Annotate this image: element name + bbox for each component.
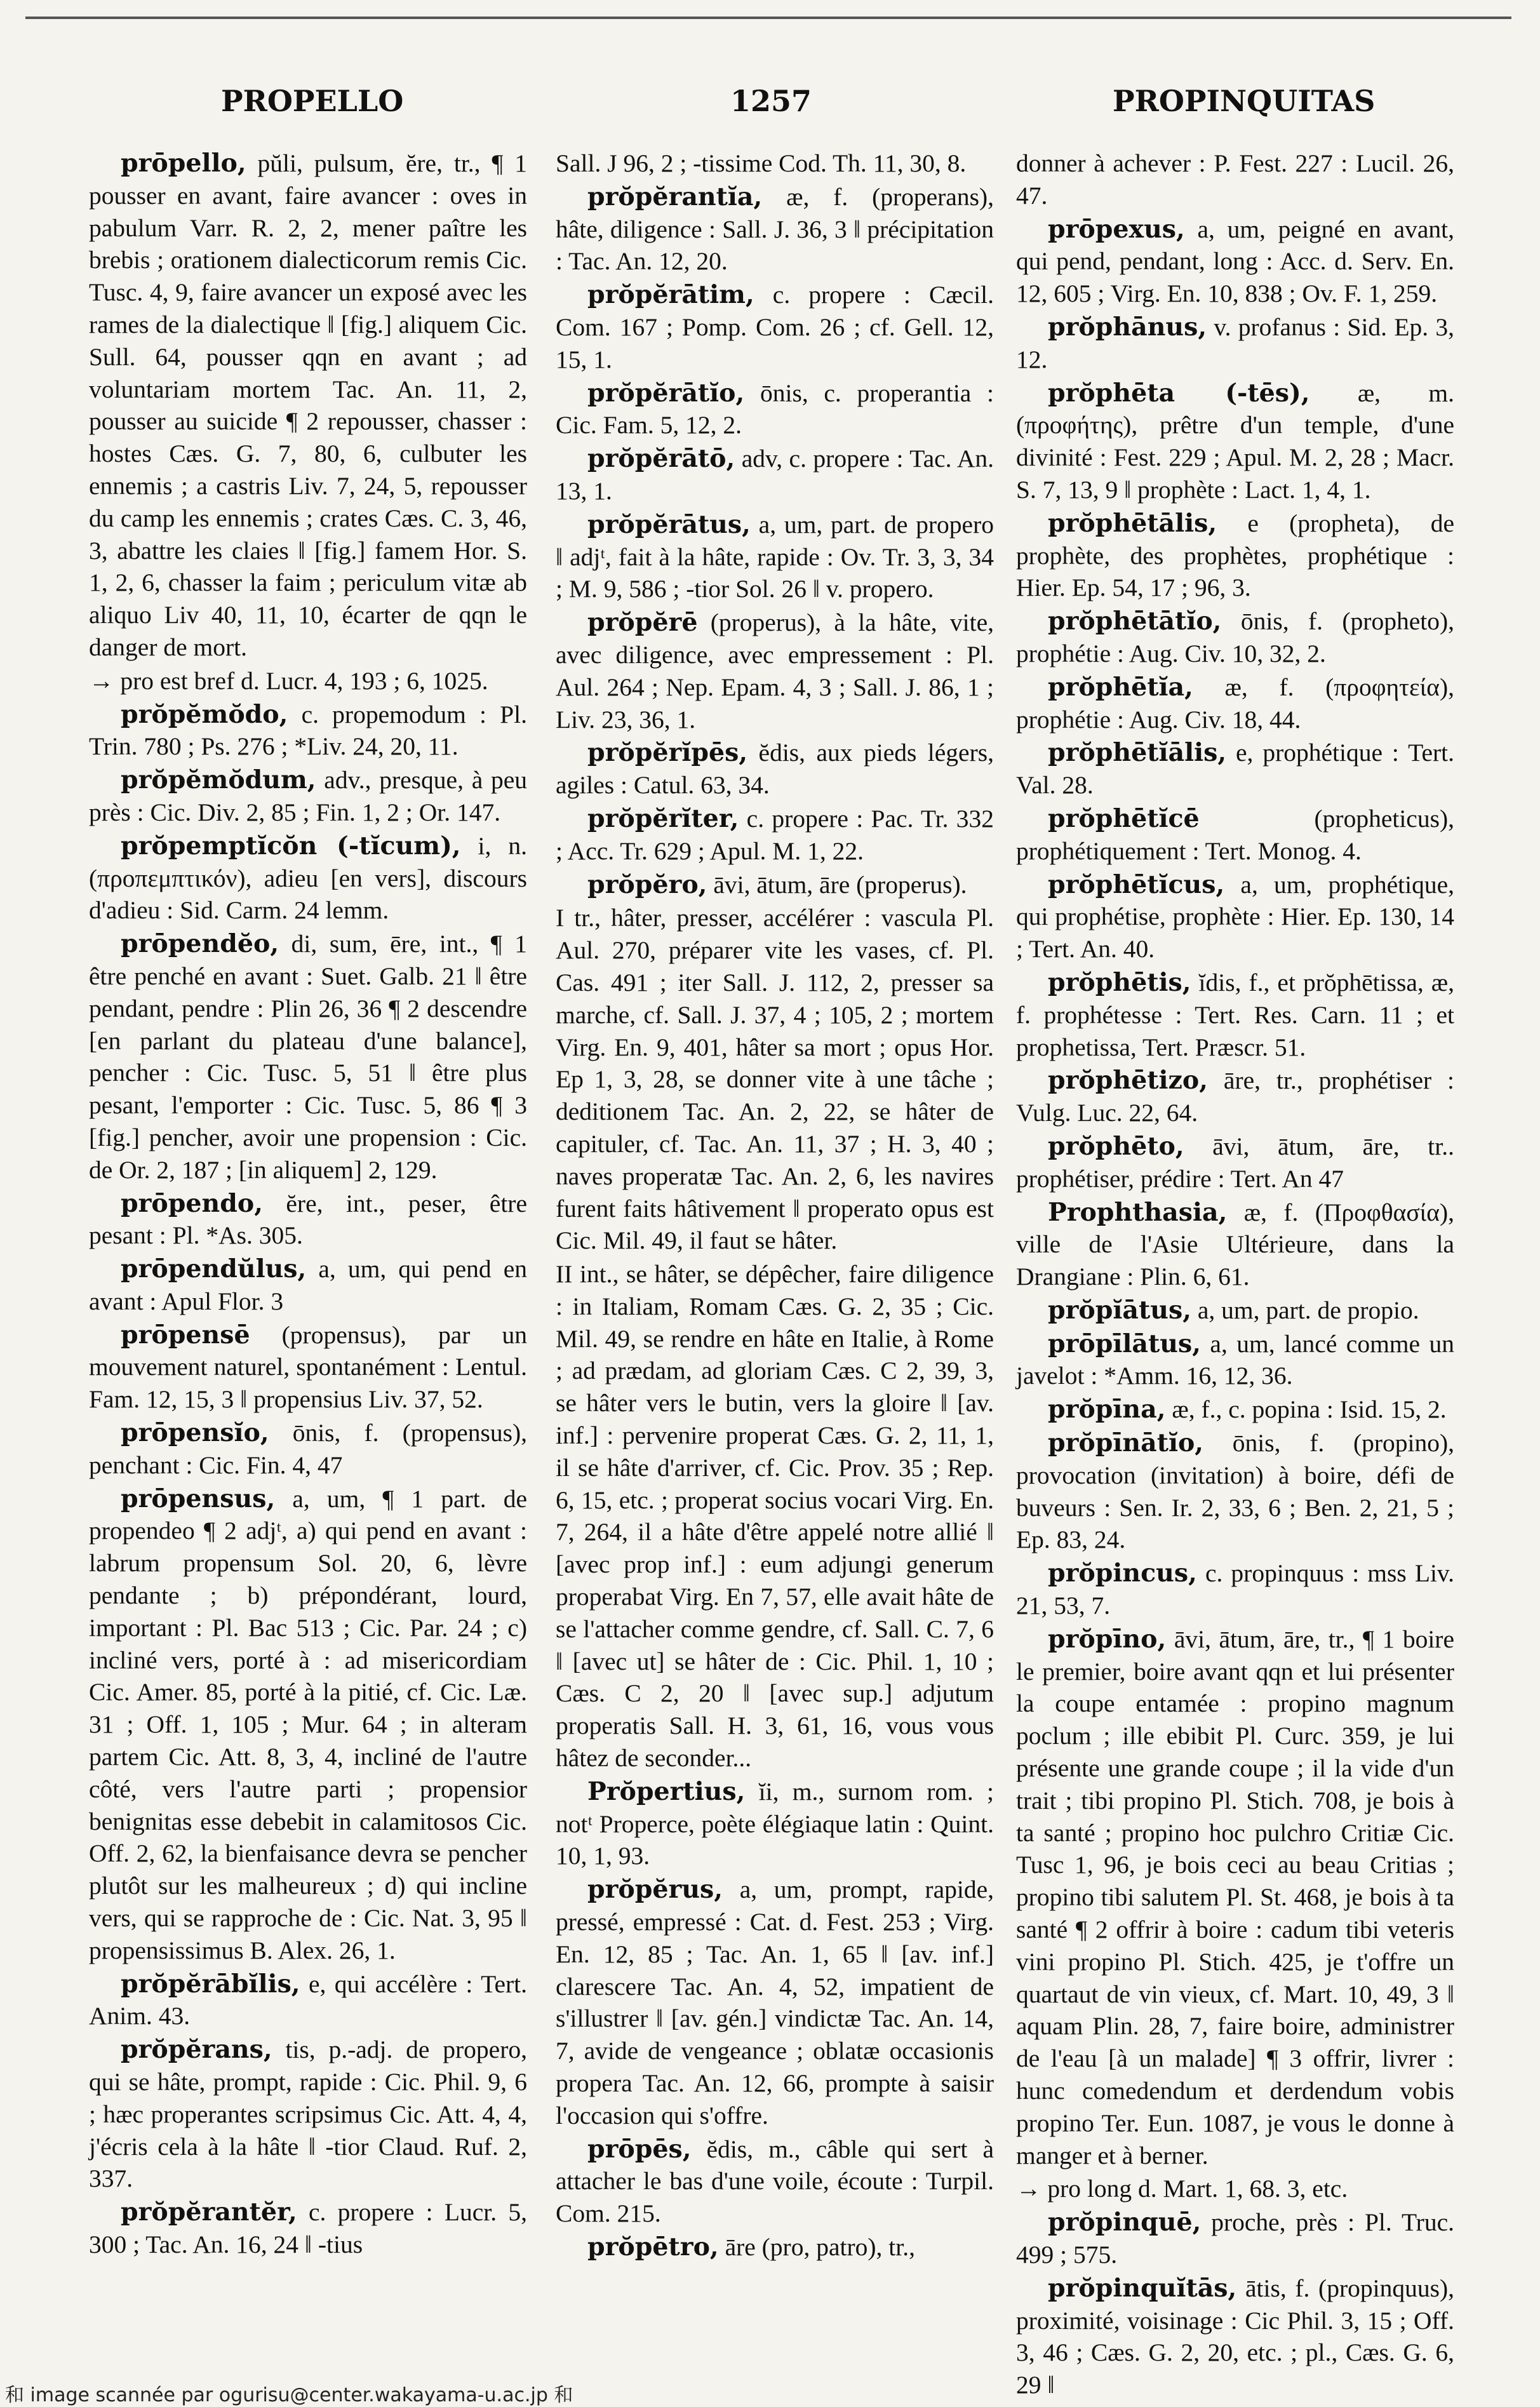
entry-headword: prŏpĕrĭter, bbox=[587, 803, 739, 833]
entry-definition: ĕdis, aux pieds légers, agiles : Catul. 63, 34. bbox=[556, 739, 994, 800]
dictionary-entry bbox=[556, 181, 994, 278]
entry-definition: c. propinquus : mss Liv. 21, 53, 7. bbox=[1016, 1559, 1454, 1620]
entry-definition: æ, f. (προφητεία), prophétie : Aug. Civ. 18, 44. bbox=[1016, 673, 1454, 734]
entry-definition: → pro long d. Mart. 1, 68. 3, etc. bbox=[1016, 2175, 1348, 2203]
entry-definition: āvi, ātum, āre (properus). bbox=[707, 870, 967, 899]
entry-headword: prōpēs, bbox=[587, 2134, 692, 2164]
page-header bbox=[0, 84, 1540, 135]
entry-headword: Prophthasia, bbox=[1048, 1197, 1228, 1227]
entry-headword: prŏpĕrantĭa, bbox=[587, 182, 763, 211]
entry-definition: a, um, prompt, rapide, pressé, empressé : Cat. d. Fest. 253 ; Virg. En. 12, 85 ; Tac. An. 1, 65 ‖ [av. inf.] clarescere Tac. An. 4, 52, impatient de s'illustrer ‖ [av. gén.] vindictæ Tac. An. 14, 7, avide de vengeance ; oblatæ occasionis propera Tac. An. 12, 66, prompte à saisir l'occasion qui s'offre. bbox=[556, 1875, 994, 2129]
entry-definition: ĕdis, m., câble qui sert à attacher le bas d'une voile, écoute : Turpil. Com. 215. bbox=[556, 2135, 994, 2228]
entry-definition: āre (pro, patro), tr., bbox=[718, 2233, 915, 2261]
entry-definition: c. propemodum : Pl. Trin. 780 ; Ps. 276 ; *Liv. 24, 20, 11. bbox=[89, 700, 527, 761]
entry-definition: æ, f. (Προφθασία), ville de l'Asie Ultérieure, dans la Drangiane : Plin. 6, 61. bbox=[1016, 1198, 1454, 1291]
entry-definition: e, prophétique : Tert. Val. 28. bbox=[1016, 739, 1454, 800]
entry-headword: prŏphētizo, bbox=[1048, 1066, 1209, 1096]
entry-headword: prŏphānus, bbox=[1048, 312, 1207, 342]
entry-headword: prŏpīnātĭo, bbox=[1048, 1428, 1204, 1458]
entry-definition: āvi, ātum, āre, tr.. prophétiser, prédire : Tert. An 47 bbox=[1016, 1132, 1454, 1193]
entry-definition: (properus), à la hâte, vite, avec diligence, avec empressement : Pl. Aul. 264 ; Nep. Epam. 4, 3 ; Sall. J. 86, 1 ; Liv. 23, 36, 1. bbox=[556, 608, 994, 734]
entry-definition: ātis, f. (propinquus), proximité, voisinage : Cic Phil. 3, 15 ; Off. 3, 46 ; Cæs. G. 2, 20, etc. ; pl., Cæs. G. 6, 29 ‖ bbox=[1016, 2274, 1454, 2399]
entry-headword: prŏpĕrātō, bbox=[587, 444, 735, 474]
entry-headword: prōpendŭlus, bbox=[121, 1254, 307, 1284]
dictionary-entry bbox=[1016, 311, 1454, 376]
entry-headword: prŏphēto, bbox=[1048, 1131, 1184, 1161]
entry-headword: prŏpĕrantĕr, bbox=[121, 2197, 297, 2227]
entry-headword: prŏpĕmŏdum, bbox=[121, 765, 316, 795]
entry-definition: a, um, part. de propero ‖ adjᵗ, fait à la hâte, rapide : Ov. Tr. 3, 3, 34 ; M. 9, 586 ; -tior Sol. 26 ‖ v. propero. bbox=[556, 510, 994, 603]
dictionary-entry bbox=[89, 1319, 527, 1416]
dictionary-entry bbox=[1016, 605, 1454, 670]
dictionary-entry bbox=[1016, 2173, 1454, 2205]
dictionary-entry bbox=[556, 607, 994, 735]
dictionary-entry bbox=[89, 665, 527, 697]
dictionary-entry bbox=[556, 1776, 994, 1872]
entry-definition: æ, m. (προφήτης), prêtre d'un temple, d'une divinité : Fest. 229 ; Apul. M. 2, 28 ; Macr. S. 7, 13, 9 ‖ prophète : Lact. 1, 4, 1. bbox=[1016, 379, 1454, 504]
entry-headword: prōpensus, bbox=[121, 1484, 276, 1513]
dictionary-entry bbox=[1016, 2206, 1454, 2271]
entry-headword: prŏpĕrus, bbox=[587, 1875, 723, 1905]
dictionary-entry bbox=[89, 1253, 527, 1318]
entry-definition: a, um, peigné en avant, qui pend, pendant, long : Acc. d. Serv. En. 12, 605 ; Virg. En. 10, 838 ; Ov. F. 1, 259. bbox=[1016, 215, 1454, 308]
dictionary-entry bbox=[1016, 1557, 1454, 1622]
column-3 bbox=[1016, 147, 1454, 2399]
dictionary-entry bbox=[556, 737, 994, 801]
entry-definition: donner à achever : P. Fest. 227 : Lucil. 26, 47. bbox=[1016, 149, 1454, 210]
entry-definition: æ, f., c. popina : Isid. 15, 2. bbox=[1165, 1395, 1447, 1424]
entry-headword: prŏpĕrĭpēs, bbox=[587, 738, 748, 768]
entry-definition: v. profanus : Sid. Ep. 3, 12. bbox=[1016, 312, 1454, 373]
dictionary-entry bbox=[1016, 377, 1454, 506]
dictionary-entry bbox=[1016, 1393, 1454, 1426]
dictionary-entry bbox=[1016, 737, 1454, 801]
entry-headword: prōpello, bbox=[121, 149, 246, 178]
entry-headword: Prŏpertius, bbox=[587, 1776, 746, 1806]
entry-definition: → pro est bref d. Lucr. 4, 193 ; 6, 1025. bbox=[89, 666, 488, 695]
entry-headword: prŏphētĭcē bbox=[1048, 803, 1200, 833]
entry-definition: adv, c. propere : Tac. An. 13, 1. bbox=[556, 445, 994, 505]
entry-headword: prŏpinquĭtās, bbox=[1048, 2273, 1237, 2303]
entry-definition: ōnis, f. (propheto), prophétie : Aug. Civ. 10, 32, 2. bbox=[1016, 607, 1454, 667]
entry-definition: ōnis, c. properantia : Cic. Fam. 5, 12, 2. bbox=[556, 379, 994, 439]
entry-definition: ĕre, int., peser, être pesant : Pl. *As. 305. bbox=[89, 1189, 527, 1250]
scan-credit: 和 image scannée par ogurisu@center.wakayama-u.ac.jp 和 bbox=[5, 2384, 573, 2406]
dictionary-entry bbox=[1016, 1064, 1454, 1129]
entry-headword: prŏpĕrē bbox=[587, 608, 698, 638]
entry-headword: prŏphētālis, bbox=[1048, 508, 1217, 538]
dictionary-entry bbox=[556, 869, 994, 901]
entry-definition: I tr., hâter, presser, accélérer : vascula Pl. Aul. 270, préparer vite les vases, cf. Pl. Cas. 491 ; iter Sall. J. 112, 2, presser sa marche, cf. Sall. J. 37, 4 ; 105, 2 ; mortem Virg. En. 9, 401, hâter sa mort ; opus Hor. Ep 1, 3, 28, se donner vite à une tâche ; deditionem Tac. An. 2, 22, se hâter de capituler, cf. Tac. An. 11, 37 ; H. 3, 40 ; naves properatæ Tac. An. 2, 6, les navires furent faits hâtivement ‖ properato opus est Cic. Mil. 49, il faut se hâter. bbox=[556, 904, 994, 1255]
dictionary-entry bbox=[556, 1258, 994, 1774]
dictionary-entry bbox=[1016, 1294, 1454, 1327]
entry-headword: prŏphētĭālis, bbox=[1048, 738, 1227, 768]
dictionary-entry bbox=[1016, 507, 1454, 604]
column-1 bbox=[89, 147, 527, 2332]
entry-headword: prōpexus, bbox=[1048, 214, 1185, 244]
entry-definition: e, qui accélère : Tert. Anim. 43. bbox=[89, 1969, 527, 2030]
dictionary-entry bbox=[556, 2231, 994, 2263]
dictionary-entry bbox=[1016, 869, 1454, 965]
dictionary-entry bbox=[556, 147, 994, 180]
dictionary-entry bbox=[89, 699, 527, 763]
entry-definition: ōnis, f. (propino), provocation (invitation) à boire, défi de buveurs : Sen. Ir. 2, 33, 6 ; Ben. 2, 21, 5 ; Ep. 83, 24. bbox=[1016, 1429, 1454, 1554]
dictionary-entry bbox=[89, 764, 527, 829]
dictionary-entry bbox=[556, 1874, 994, 2131]
entry-definition: ĭi, m., surnom rom. ; notᵗ Properce, poète élégiaque latin : Quint. 10, 1, 93. bbox=[556, 1777, 994, 1870]
column-2 bbox=[556, 147, 994, 2332]
entry-headword: prŏpĕrans, bbox=[121, 2035, 272, 2065]
entry-definition: II int., se hâter, se dépêcher, faire diligence : in Italiam, Romam Cæs. G. 2, 35 ; Cic. Mil. 49, se rendre en hâte en Italie, à Rome ; ad prædam, ad gloriam Cæs. C 2, 39, 3, se hâter vers le butin, vers la gloire ‖ [av. inf.] : pervenire properat Cæs. G. 2, 11, 1, il se hâte d'arriver, cf. Cic. Prov. 35 ; Rep. 6, 15, etc. ; properat socius vocari Virg. En. 7, 264, il a hâte d'être appelé notre allié ‖ [avec prop inf.] : eum adjungi generum properabat Virg. En 7, 57, elle avait hâte de se l'attacher comme gendre, cf. Sall. C. 7, 6 ‖ [avec ut] se hâter de : Cic. Phil. 1, 10 ; Cæs. C 2, 20 ‖ [avec sup.] adjutum properatis Sall. H. 3, 61, 16, vous vous hâtez de seconder... bbox=[556, 1260, 994, 1773]
entry-definition: āvi, ātum, āre, tr., ¶ 1 boire le premier, boire avant qqn et lui présenter la coupe entamée : propino magnum poclum ; ille ebibit Pl. Curc. 359, je lui présente une grande coupe ; il la vide d'un trait ; tibi propino Pl. Stich. 708, je bois à ta santé ; propino hoc pulchro Critiæ Cic. Tusc 1, 96, je bois ceci au beau Critias ; propino tibi salutem Pl. St. 468, je bois à ta santé ¶ 2 offrir à boire : cadum tibi veteris vini propino Pl. Stich. 425, je t'offre un quartaut de vin vieux, cf. Mart. 10, 49, 3 ‖ aquam Plin. 28, 7, faire boire, administrer de l'eau [à un malade] ¶ 3 offrir, livrer : hunc comedendum et derdendum vobis propino Ter. Eun. 1087, je vous le donne à manger et à berner. bbox=[1016, 1625, 1454, 2169]
entry-headword: prŏpīna, bbox=[1048, 1395, 1166, 1425]
entry-definition: pŭli, pulsum, ĕre, tr., ¶ 1 pousser en avant, faire avancer : oves in pabulum Varr. R. 2, 2, mener paître les brebis ; orationem dialecticorum remis Cic. Tusc. 4, 9, faire avancer un exposé avec les rames de la dialectique ‖ [fig.] aliquem Cic. Sull. 64, pousser qqn en avant ; ad voluntariam mortem Tac. An. 11, 2, pousser au suicide ¶ 2 repousser, chasser : hostes Cæs. G. 7, 80, 6, culbuter les ennemis ; a castris Liv. 7, 24, 5, repousser du camp les ennemis ; crates Cæs. C. 3, 46, 3, abattre les claies ‖ [fig.] famem Hor. S. 1, 2, 6, chasser la faim ; periculum vitæ ab aliquo Liv 40, 11, 10, écarter de qqn le danger de mort. bbox=[89, 149, 527, 661]
entry-headword: prŏpĕmŏdo, bbox=[121, 699, 288, 729]
entry-headword: prŏphētĭcus, bbox=[1048, 869, 1225, 899]
dictionary-entry bbox=[89, 2034, 527, 2195]
entry-definition: c. propere : Pac. Tr. 332 ; Acc. Tr. 629 ; Apul. M. 1, 22. bbox=[556, 804, 994, 865]
entry-definition: (propheticus), prophétiquement : Tert. Monog. 4. bbox=[1016, 804, 1454, 865]
entry-definition: ōnis, f. (propensus), penchant : Cic. Fin. 4, 47 bbox=[89, 1419, 527, 1479]
dictionary-entry bbox=[1016, 1427, 1454, 1556]
entry-definition: a, um, part. de propio. bbox=[1191, 1296, 1419, 1324]
entry-headword: prŏpĕrātus, bbox=[587, 509, 751, 539]
dictionary-entry bbox=[89, 928, 527, 1186]
entry-headword: prŏpētro, bbox=[587, 2232, 719, 2262]
entry-definition: a, um, prophétique, qui prophétise, prophète : Hier. Ep. 130, 14 ; Tert. An. 40. bbox=[1016, 870, 1454, 963]
dictionary-entry bbox=[1016, 1197, 1454, 1293]
entry-headword: prŏpĕrātĭo, bbox=[587, 378, 745, 408]
entry-headword: prōpīlātus, bbox=[1048, 1329, 1201, 1358]
entry-headword: prōpensē bbox=[121, 1320, 250, 1350]
entry-definition: æ, f. (properans), hâte, diligence : Sall. J. 36, 3 ‖ précipitation : Tac. An. 12, 20. bbox=[556, 182, 994, 276]
entry-definition: c. propere : Lucr. 5, 300 ; Tac. An. 16, 24 ‖ -tius bbox=[89, 2198, 527, 2258]
entry-headword: prŏpinquē, bbox=[1048, 2208, 1202, 2237]
dictionary-entry bbox=[1016, 967, 1454, 1063]
dictionary-entry bbox=[1016, 671, 1454, 736]
dictionary-entry bbox=[89, 830, 527, 927]
entry-definition: a, um, qui pend en avant : Apul Flor. 3 bbox=[89, 1255, 527, 1315]
dictionary-entry bbox=[556, 803, 994, 868]
entry-definition: i, n. (προπεμπτικόν), adieu [en vers], discours d'adieu : Sid. Carm. 24 lemm. bbox=[89, 831, 527, 925]
entry-headword: prŏpemptĭcŏn (-tĭcum), bbox=[121, 831, 461, 861]
entry-headword: prŏphēta (-tēs), bbox=[1048, 378, 1310, 408]
entry-headword: prŏphētātĭo, bbox=[1048, 607, 1222, 636]
dictionary-entry bbox=[89, 147, 527, 664]
dictionary-entry bbox=[89, 1417, 527, 1482]
dictionary-entry bbox=[1016, 147, 1454, 212]
entry-definition: (propensus), par un mouvement naturel, spontanément : Lentul. Fam. 12, 15, 3 ‖ propensius Liv. 37, 52. bbox=[89, 1320, 527, 1414]
dictionary-entry bbox=[556, 902, 994, 1257]
entry-definition: di, sum, ēre, int., ¶ 1 être penché en avant : Suet. Galb. 21 ‖ être pendant, pendre : Plin 26, 36 ¶ 2 descendre [en parlant du plateau d'une balance], pencher : Cic. Tusc. 5, 51 ‖ être plus pesant, l'emporter : Cic. Tusc. 5, 86 ¶ 3 [fig.] pencher, avoir une propension : Cic. de Or. 2, 187 ; [in aliquem] 2, 129. bbox=[89, 930, 527, 1184]
entry-headword: prŏpīno, bbox=[1048, 1624, 1167, 1654]
entry-headword: prŏpĭātus, bbox=[1048, 1295, 1191, 1325]
dictionary-entry bbox=[89, 2196, 527, 2261]
entry-headword: prōpendĕo, bbox=[121, 929, 279, 959]
entry-definition: a, um, lancé comme un javelot : *Amm. 16, 12, 36. bbox=[1016, 1329, 1454, 1390]
dictionary-entry bbox=[89, 1188, 527, 1252]
entry-definition: c. propere : Cæcil. Com. 167 ; Pomp. Com. 26 ; cf. Gell. 12, 15, 1. bbox=[556, 281, 994, 373]
dictionary-entry bbox=[556, 377, 994, 442]
entry-definition: adv., presque, à peu près : Cic. Div. 2, 85 ; Fin. 1, 2 ; Or. 147. bbox=[89, 766, 527, 826]
entry-definition: ĭdis, f., et prŏphētissa, æ, f. prophétesse : Tert. Res. Carn. 11 ; et prophetissa, Tert. Præscr. 51. bbox=[1016, 968, 1454, 1061]
dictionary-entry bbox=[556, 2133, 994, 2230]
scan-top-edge bbox=[0, 0, 1540, 38]
entry-headword: prŏpĕrābĭlis, bbox=[121, 1969, 300, 1999]
entry-definition: Sall. J 96, 2 ; -tissime Cod. Th. 11, 30, 8. bbox=[556, 149, 967, 177]
entry-headword: prōpensĭo, bbox=[121, 1418, 269, 1448]
entry-headword: prŏpĕro, bbox=[587, 869, 707, 899]
running-head-left: PROPELLO bbox=[221, 84, 404, 118]
dictionary-entry bbox=[89, 1483, 527, 1967]
entry-definition: āre, tr., prophétiser : Vulg. Luc. 22, 64. bbox=[1016, 1066, 1454, 1127]
entry-definition: tis, p.-adj. de propero, qui se hâte, prompt, rapide : Cic. Phil. 9, 6 ; hæc properantes scripsimus Cic. Att. 4, 4, j'écris cela à la hâte ‖ -tior Claud. Ruf. 2, 337. bbox=[89, 2035, 527, 2193]
entry-headword: prŏpincus, bbox=[1048, 1559, 1197, 1588]
dictionary-entry bbox=[1016, 1623, 1454, 2172]
dictionary-entry bbox=[556, 443, 994, 507]
dictionary-entry bbox=[556, 279, 994, 375]
scan-footer bbox=[0, 2375, 1540, 2406]
entry-definition: a, um, ¶ 1 part. de propendeo ¶ 2 adjᵗ, a) qui pend en avant : labrum propensum Sol. 20, 6, lèvre pendante ; b) prépondérant, lourd, important : Pl. Bac 513 ; Cic. Par. 24 ; c) incliné vers, porté à : ad misericordiam Cic. Amer. 85, porté à la pitié, cf. Cic. Læ. 31 ; Off. 1, 105 ; Mur. 64 ; in alteram partem Cic. Att. 8, 3, 4, incliné de l'autre côté, vers l'autre parti ; propensior benignitas esse debebit in calamitosos Cic. Off. 2, 62, la bienfaisance devra se pencher plutôt sur les malheureux ; d) qui incline vers, qui se rapproche de : Cic. Nat. 3, 95 ‖ propensissimus B. Alex. 26, 1. bbox=[89, 1484, 527, 1964]
dictionary-entry bbox=[1016, 213, 1454, 310]
dictionary-entry bbox=[89, 1968, 527, 2033]
page-number: 1257 bbox=[730, 84, 812, 118]
dictionary-entry bbox=[556, 509, 994, 605]
entry-headword: prŏphētĭa, bbox=[1048, 672, 1193, 702]
running-head-right: PROPINQUITAS bbox=[1113, 84, 1376, 118]
dictionary-entry bbox=[1016, 1130, 1454, 1195]
entry-headword: prōpendo, bbox=[121, 1188, 263, 1218]
dictionary-entry bbox=[1016, 803, 1454, 868]
dictionary-entry bbox=[1016, 1328, 1454, 1393]
entry-definition: e (propheta), de prophète, des prophètes, prophétique : Hier. Ep. 54, 17 ; 96, 3. bbox=[1016, 509, 1454, 602]
entry-definition: proche, près : Pl. Truc. 499 ; 575. bbox=[1016, 2208, 1454, 2269]
entry-headword: prŏpĕrātim, bbox=[587, 280, 754, 310]
scan-top-rule bbox=[25, 17, 1511, 19]
entry-headword: prŏphētis, bbox=[1048, 967, 1191, 997]
